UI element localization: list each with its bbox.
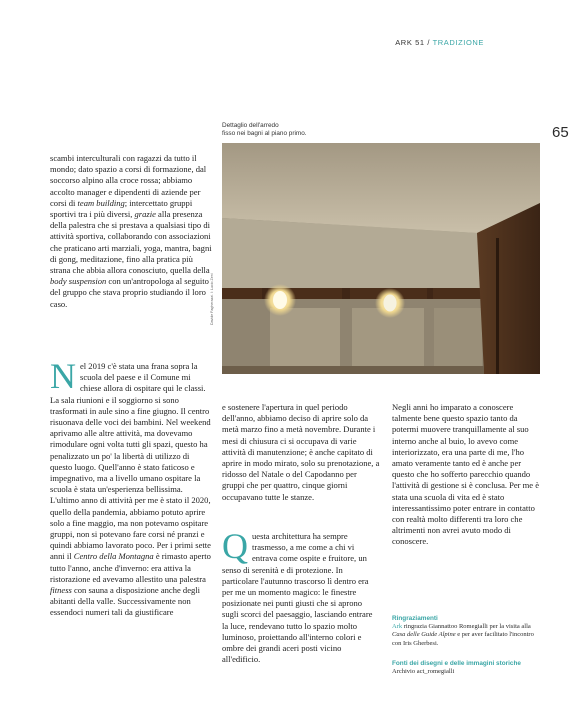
thanks-block (392, 615, 542, 648)
text-run: uesta architettura ha sempre trasmesso, a me come a chi vi entrava come ospite e fruitore, un senso di serenità e di protezione. In particolare l'autunno trascorso lì dentro era per me un momento magico: le finestre posizionate nei punti giusti che si aprono sugli scorci del paesaggio, lasciando entrare la luce, rendevano tutto lo spazio molto luminoso, proiettando all'interno colori e ombre dei grandi aceri posti vicino all'edificio. (222, 531, 373, 665)
text-run: ringrazia Giannattoo Romegialli per la visita alla (402, 623, 531, 631)
paragraph: Negli anni ho imparato a conoscere talmente bene questo spazio tanto da potermi muovere tranquillamente al suo interno anche al buio, lo avevo come interiorizzato, era una parte di me, l'ho amato veramente tanto ed è anche per questo che ho sofferto parecchio quando l'attività di gestione si è conclusa. Per me è stata una scuola di vita ed è stato interessantissimo poter entrare in contatto con realtà molto differenti tra loro che altrimenti non avrei avuto modo di conoscere. (392, 402, 540, 547)
text-run: è rimasto aperto tutto l'anno, anche d'inverno: era attiva la ristorazione ed avevamo allestito una palestra (50, 551, 211, 584)
text-run: e per aver facilitato l'incontro con Iris Gherbesi. (392, 631, 534, 647)
text-column-3 (392, 402, 540, 548)
italic-run: Centro della Montagna (73, 551, 154, 562)
drop-cap: N (50, 356, 76, 396)
paragraph (50, 356, 212, 619)
italic-run: fitness (50, 585, 72, 596)
sources-title: Fonti dei disegni e delle immagini storiche (392, 659, 521, 667)
thanks-title: Ringraziamenti (392, 615, 438, 622)
caption-line-2: fisso nei bagni al piano primo. (222, 130, 307, 138)
text-column-1-bottom (50, 356, 212, 619)
text-run: ; intercettato gruppi sportivi tra i più diversi, (50, 197, 193, 220)
interior-photo (222, 143, 540, 374)
section-name: TRADIZIONE (432, 38, 484, 47)
text-column-2-bottom (222, 526, 380, 665)
running-header (395, 38, 484, 47)
paragraph: e sostenere l'apertura in quel periodo dell'anno, abbiamo deciso di aprire solo da metà marzo fino a metà novembre. Durante i mesi di chiusura ci si occupava di varie attività di manutenzione; è anche capitato di aprire in modo mirato, solo su prenotazione, a ridosso del Natale o del Capodanno per gruppi che per quattro, cinque giorni occupavano tutte le stanze. (222, 402, 380, 502)
paragraph (50, 153, 212, 310)
page-number: 65 (552, 124, 569, 141)
photo-caption (222, 122, 372, 138)
text-run: con sauna a disposizione anche degli abitanti della valle. Successivamente non essendoci numeri tali da giustificare (50, 585, 201, 618)
magazine-issue: ARK 51 (395, 38, 425, 47)
sources-block (392, 660, 542, 676)
italic-run: body suspension (50, 276, 107, 287)
text-run: alla presenza della palestra che si prestava a qualsiasi tipo di attività sportiva, collaborando con associazioni che praticano arti marziali, yoga, mantra, bagni di gong, meditazione, fino alla pratica più strana che abbia allora conosciuto, quella della (50, 209, 212, 276)
acknowledgements (392, 615, 542, 676)
drop-cap: Q (222, 526, 248, 566)
text-run: scambi interculturali con ragazzi da tutto il mondo; dato spazio a corsi di formazione, dal soccorso alpino alla croce rossa; abbiamo accolto manager e dipendenti di aziende per corsi di (50, 153, 207, 208)
text-column-1-top (50, 153, 212, 310)
text-column-2-top (222, 402, 380, 503)
photo-credit: Davide Fagherazzi. I: Lucio Zeni (210, 273, 214, 325)
text-run: el 2019 c'è stata una frana sopra la scuola del paese e il Comune mi chiese allora di ospitare qui le classi. La sala riunioni e il soggiorno si sono trasformati in aule sino a fine giugno. Il centro risuonava delle voci dei bambini. Nel weekend aprivamo alle altre attività, ma dovevamo rimodulare ogni volta tutti gli spazi, questo ha penalizzato un po' la libertà di utilizzo di questo luogo. Quell'anno è stato faticoso e impegnativo, ma a livello umano ospitare la scuola è stata un'esperienza bellissima. L'ultimo anno di attività per me è stato il 2020, quello della pandemia, abbiamo potuto aprire solo a fine maggio, ma non potevamo ospitare gruppi, non si potevano fare corsi né pranzi e quindi abbiamo lavorato poco. Per i primi sette anni il (50, 361, 211, 562)
italic-run: team building (77, 197, 125, 208)
thanks-text (392, 623, 542, 648)
sources-text: Archivio act_romegialli (392, 668, 455, 676)
text-run: con un'antropologa al seguito del gruppo che stava proprio studiando il loro caso. (50, 276, 209, 309)
paragraph (222, 526, 380, 665)
caption-line-1: Dettaglio dell'arredo (222, 122, 279, 129)
header-separator: / (424, 38, 433, 47)
brand-name: Ark (392, 623, 403, 631)
italic-run: Casa delle Guide Alpine (392, 631, 456, 639)
italic-run: grazie (134, 209, 156, 220)
